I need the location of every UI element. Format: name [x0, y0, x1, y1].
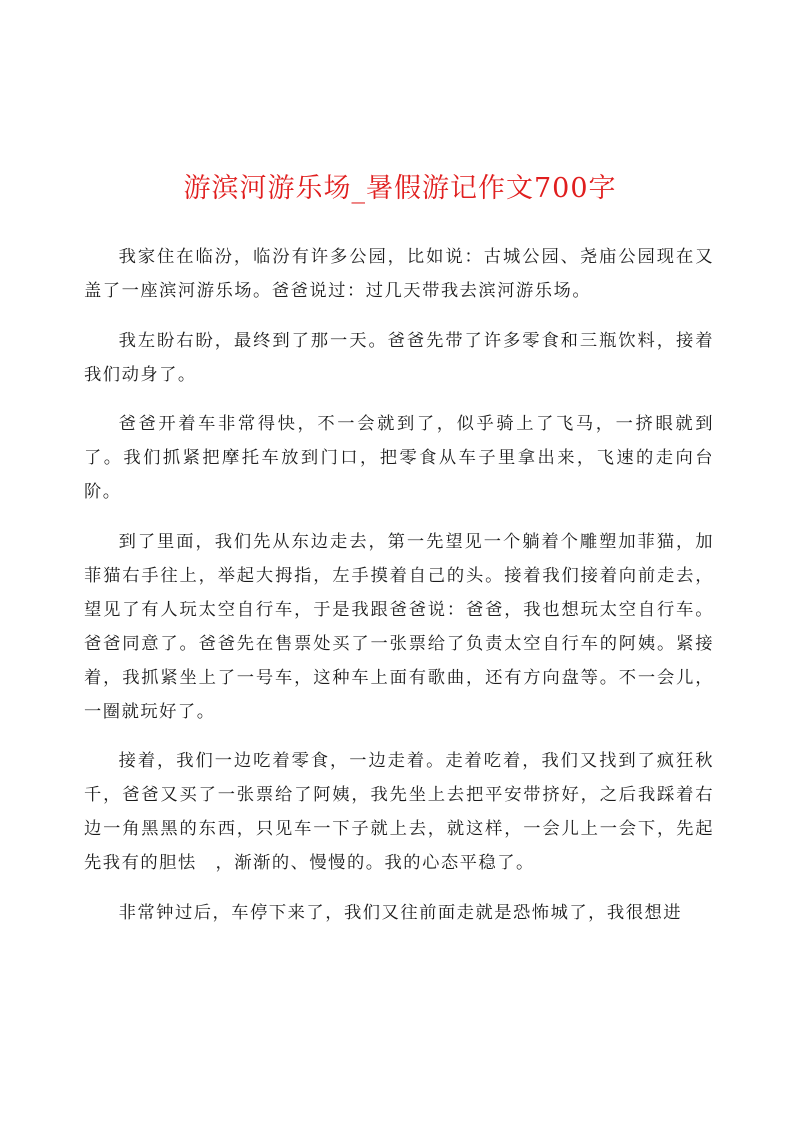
document-body — [84, 240, 714, 945]
paragraph-5: 接着，我们一边吃着零食，一边走着。走着吃着，我们又找到了疯狂秋千，爸爸又买了一张票给了阿姨，我先坐上去把平安带挤好，之后我踩着右边一角黑黑的东西，只见车一下子就上去，就这样，一会儿上一会下，先起先我有的胆怯 ，渐渐的、慢慢的。我的心态平稳了。 — [84, 751, 714, 873]
paragraph-1: 我家住在临汾，临汾有许多公园，比如说：古城公园、尧庙公园现在又盖了一座滨河游乐场。爸爸说过：过几天带我去滨河游乐场。 — [84, 247, 714, 301]
document-title: 游滨河游乐场_暑假游记作文700字 — [183, 173, 617, 204]
paragraph-4: 到了里面，我们先从东边走去，第一先望见一个躺着个雕塑加菲猫，加菲猫右手往上，举起大拇指，左手摸着自己的头。接着我们接着向前走去，望见了有人玩太空自行车，于是我跟爸爸说：爸爸，我也想玩太空自行车。爸爸同意了。爸爸先在售票处买了一张票给了负责太空自行车的阿姨。紧接着，我抓紧坐上了一号车，这种车上面有歌曲，还有方向盘等。不一会儿，一圈就玩好了。 — [84, 531, 714, 722]
paragraph-6: 非常钟过后，车停下来了，我们又往前面走就是恐怖城了，我很想进 — [118, 902, 683, 923]
paragraph-2: 我左盼右盼，最终到了那一天。爸爸先带了许多零食和三瓶饮料，接着我们动身了。 — [84, 330, 714, 385]
paragraph-3: 爸爸开着车非常得快，不一会就到了，似乎骑上了飞马，一挤眼就到了。我们抓紧把摩托车放到门口，把零食从车子里拿出来，飞速的走向台阶。 — [84, 414, 714, 502]
